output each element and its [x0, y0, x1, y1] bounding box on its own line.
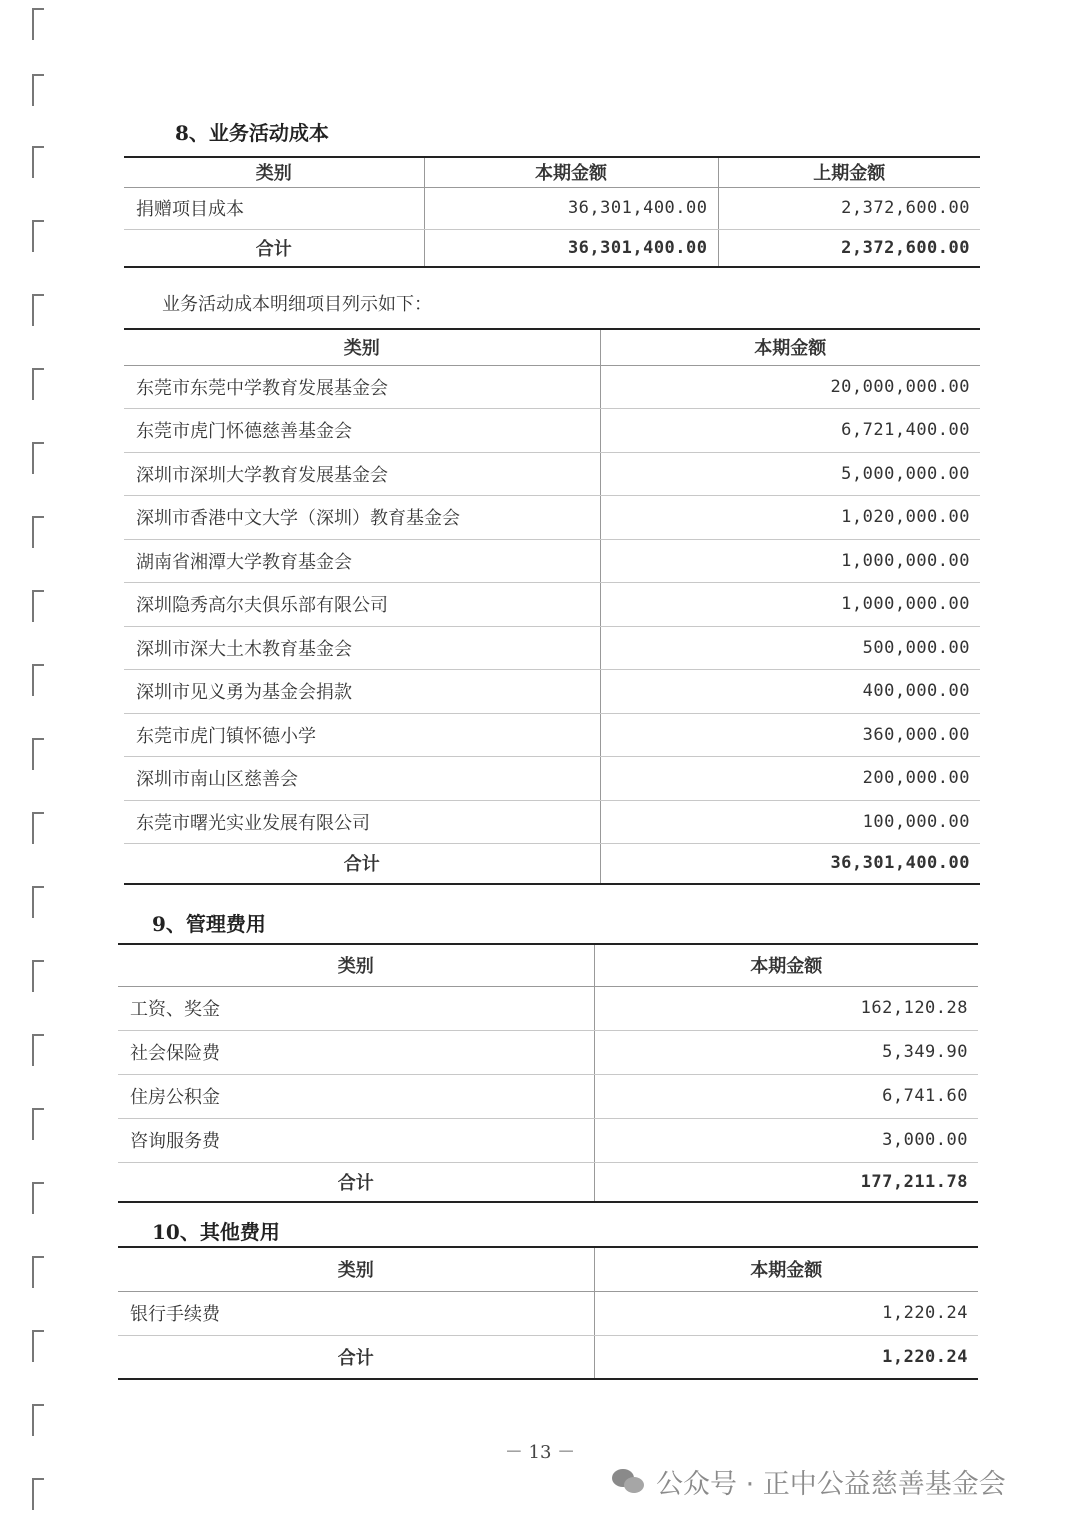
- detail-table: [124, 328, 980, 885]
- row-amount: 100,000.00: [600, 800, 980, 844]
- watermark: [612, 1462, 1006, 1501]
- section9-title: 9、管理费用: [152, 912, 266, 936]
- row-amount: 20,000,000.00: [600, 365, 980, 409]
- row-amount: 162,120.28: [594, 986, 978, 1030]
- admin-expense-table: [118, 943, 978, 1203]
- row-previous: 2,372,600.00: [718, 187, 980, 229]
- row-amount: 1,020,000.00: [600, 496, 980, 540]
- table-header: [124, 157, 980, 187]
- table-row: [124, 583, 980, 627]
- table-row: [124, 670, 980, 714]
- header-category: 类别: [118, 1247, 594, 1291]
- total-amount: 36,301,400.00: [600, 844, 980, 884]
- row-amount: 500,000.00: [600, 626, 980, 670]
- table-row: [124, 800, 980, 844]
- binding-marks: [26, 0, 50, 1526]
- table-row: [118, 986, 978, 1030]
- header-category: 类别: [124, 157, 424, 187]
- table-row: [124, 713, 980, 757]
- row-amount: 1,000,000.00: [600, 583, 980, 627]
- row-amount: 360,000.00: [600, 713, 980, 757]
- row-amount: 200,000.00: [600, 757, 980, 801]
- row-name: 深圳市深圳大学教育发展基金会: [124, 452, 600, 496]
- row-amount: 3,000.00: [594, 1118, 978, 1162]
- wechat-icon: [612, 1469, 646, 1495]
- row-name: 深圳市深大土木教育基金会: [124, 626, 600, 670]
- row-name: 住房公积金: [118, 1074, 594, 1118]
- row-name: 深圳市香港中文大学（深圳）教育基金会: [124, 496, 600, 540]
- total-row: [124, 229, 980, 267]
- table-row: [124, 187, 980, 229]
- table-row: [118, 1291, 978, 1335]
- business-cost-table: [124, 156, 980, 268]
- row-name: 东莞市虎门镇怀德小学: [124, 713, 600, 757]
- header-current: 本期金额: [600, 329, 980, 365]
- table-header: [118, 1247, 978, 1291]
- table-row: [118, 1074, 978, 1118]
- row-amount: 5,000,000.00: [600, 452, 980, 496]
- total-row: [118, 1162, 978, 1202]
- total-amount: 1,220.24: [594, 1335, 978, 1379]
- row-name: 深圳市南山区慈善会: [124, 757, 600, 801]
- row-amount: 6,741.60: [594, 1074, 978, 1118]
- row-name: 社会保险费: [118, 1030, 594, 1074]
- total-label: 合计: [255, 238, 292, 260]
- total-row: [124, 844, 980, 884]
- row-name: 工资、奖金: [118, 986, 594, 1030]
- total-previous: 2,372,600.00: [718, 229, 980, 267]
- table-header: [124, 329, 980, 365]
- row-amount: 1,000,000.00: [600, 539, 980, 583]
- table-row: [124, 626, 980, 670]
- other-expense-table: [118, 1246, 978, 1380]
- header-category: 类别: [124, 329, 600, 365]
- watermark-text: 公众号 · 正中公益慈善基金会: [656, 1469, 1006, 1500]
- header-category: 类别: [118, 944, 594, 986]
- header-current: 本期金额: [594, 944, 978, 986]
- page-number: － 13 －: [504, 1442, 576, 1463]
- total-row: [118, 1335, 978, 1379]
- header-previous: 上期金额: [718, 157, 980, 187]
- table-header: [118, 944, 978, 986]
- table-row: [124, 539, 980, 583]
- row-name: 湖南省湘潭大学教育基金会: [124, 539, 600, 583]
- row-name: 捐赠项目成本: [124, 187, 424, 229]
- total-current: 36,301,400.00: [424, 229, 718, 267]
- row-amount: 5,349.90: [594, 1030, 978, 1074]
- row-amount: 400,000.00: [600, 670, 980, 714]
- row-amount: 1,220.24: [594, 1291, 978, 1335]
- row-current: 36,301,400.00: [424, 187, 718, 229]
- row-name: 东莞市东莞中学教育发展基金会: [124, 365, 600, 409]
- table-row: [118, 1118, 978, 1162]
- header-current: 本期金额: [594, 1247, 978, 1291]
- total-label: 合计: [343, 854, 380, 876]
- section8-title: 8、业务活动成本: [175, 121, 329, 145]
- row-name: 银行手续费: [118, 1291, 594, 1335]
- table-row: [118, 1030, 978, 1074]
- row-name: 东莞市曙光实业发展有限公司: [124, 800, 600, 844]
- row-name: 东莞市虎门怀德慈善基金会: [124, 409, 600, 453]
- table-row: [124, 409, 980, 453]
- table-row: [124, 452, 980, 496]
- header-current: 本期金额: [424, 157, 718, 187]
- section10-title: 10、其他费用: [152, 1220, 280, 1244]
- row-name: 咨询服务费: [118, 1118, 594, 1162]
- total-label: 合计: [337, 1172, 374, 1194]
- table-row: [124, 365, 980, 409]
- table-row: [124, 496, 980, 540]
- row-name: 深圳市见义勇为基金会捐款: [124, 670, 600, 714]
- table-row: [124, 757, 980, 801]
- total-amount: 177,211.78: [594, 1162, 978, 1202]
- row-amount: 6,721,400.00: [600, 409, 980, 453]
- total-label: 合计: [337, 1347, 374, 1369]
- detail-intro: 业务活动成本明细项目列示如下：: [162, 294, 432, 315]
- row-name: 深圳隐秀高尔夫俱乐部有限公司: [124, 583, 600, 627]
